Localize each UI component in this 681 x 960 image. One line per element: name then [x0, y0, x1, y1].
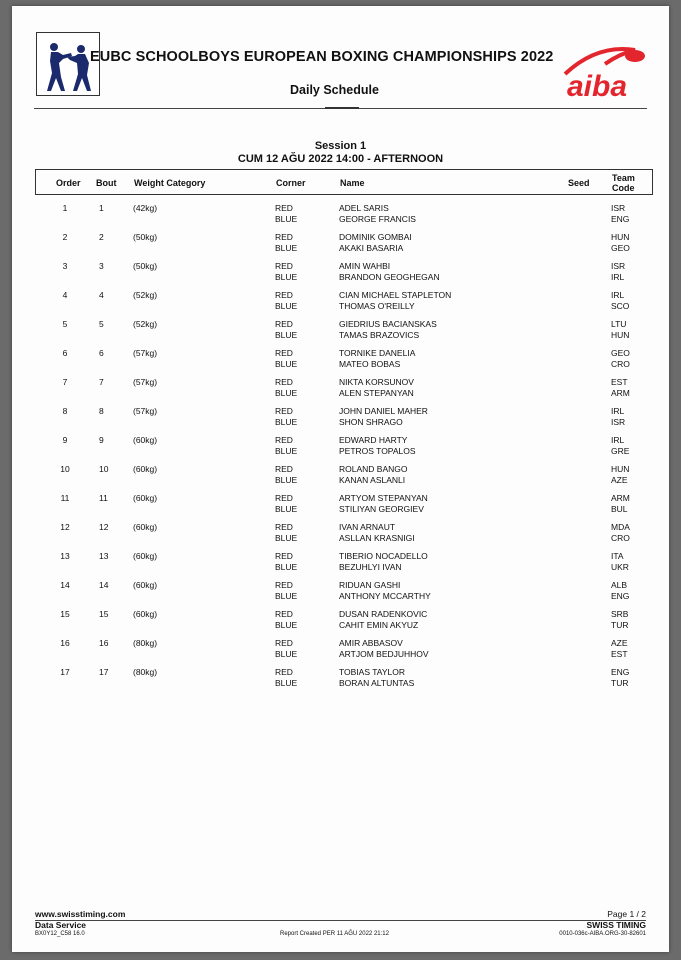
blue-boxer-name: AKAKI BASARIA: [339, 243, 404, 253]
bout: 5: [99, 319, 104, 329]
weight: (80kg): [133, 667, 158, 677]
bout: 2: [99, 232, 104, 242]
footer-page: Page 1 / 2: [607, 909, 646, 919]
order: 9: [62, 435, 68, 445]
blue-boxer-name: BEZUHLYI IVAN: [339, 562, 402, 572]
corner-red: RED: [275, 493, 293, 503]
red-team-code: ITA: [611, 551, 624, 561]
bout-row: [35, 288, 651, 316]
blue-boxer-name: THOMAS O'REILLY: [339, 301, 415, 311]
blue-team-code: EST: [611, 649, 628, 659]
corner-red: RED: [275, 261, 293, 271]
corner-blue: BLUE: [275, 359, 298, 369]
weight: (60kg): [133, 551, 158, 561]
header-accent-divider: [325, 107, 359, 109]
corner-blue: BLUE: [275, 475, 298, 485]
red-team-code: AZE: [611, 638, 628, 648]
blue-team-code: ARM: [611, 388, 630, 398]
bout: 8: [99, 406, 104, 416]
weight: (52kg): [133, 290, 158, 300]
bout-row: [35, 549, 651, 577]
bout: 16: [99, 638, 109, 648]
corner-blue: BLUE: [275, 301, 298, 311]
red-team-code: ARM: [611, 493, 630, 503]
corner-red: RED: [275, 319, 293, 329]
footer-report: Report Created PER 11 AĞU 2022 21:12: [280, 931, 389, 937]
blue-team-code: HUN: [611, 330, 630, 340]
weight: (60kg): [133, 609, 158, 619]
red-team-code: ISR: [611, 261, 626, 271]
weight: (60kg): [133, 522, 158, 532]
blue-team-code: GEO: [611, 243, 630, 253]
weight: (57kg): [133, 348, 158, 358]
corner-blue: BLUE: [275, 272, 298, 282]
blue-team-code: TUR: [611, 678, 629, 688]
red-team-code: SRB: [611, 609, 629, 619]
blue-boxer-name: BORAN ALTUNTAS: [339, 678, 415, 688]
blue-boxer-name: ARTJOM BEDJUHHOV: [339, 649, 429, 659]
bout-row: [35, 462, 651, 490]
red-team-code: ENG: [611, 667, 630, 677]
bout: 17: [99, 667, 109, 677]
bout: 6: [99, 348, 104, 358]
page-title: EUBC SCHOOLBOYS EUROPEAN BOXING CHAMPIONSHIPS 2022: [90, 49, 554, 65]
blue-boxer-name: ANTHONY MCCARTHY: [339, 591, 431, 601]
col-team-line1: Team: [612, 173, 635, 183]
blue-boxer-name: SHON SHRAGO: [339, 417, 403, 427]
blue-team-code: ISR: [611, 417, 626, 427]
red-boxer-name: IVAN ARNAUT: [339, 522, 396, 532]
red-boxer-name: ARTYOM STEPANYAN: [339, 493, 428, 503]
blue-team-code: IRL: [611, 272, 625, 282]
col-bout: Bout: [96, 178, 117, 188]
corner-red: RED: [275, 667, 293, 677]
weight: (42kg): [133, 203, 158, 213]
corner-blue: BLUE: [275, 591, 298, 601]
session-date: CUM 12 AĞU 2022 14:00 - AFTERNOON: [237, 153, 444, 165]
order: 11: [60, 493, 70, 503]
blue-team-code: ENG: [611, 214, 630, 224]
weight: (80kg): [133, 638, 158, 648]
bout-row: [35, 491, 651, 519]
red-boxer-name: EDWARD HARTY: [339, 435, 408, 445]
table-header: [35, 169, 653, 195]
bout-row: [35, 346, 651, 374]
bout: 12: [99, 522, 109, 532]
weight: (57kg): [133, 406, 158, 416]
bout-row: [35, 636, 651, 664]
corner-red: RED: [275, 435, 293, 445]
weight: (60kg): [133, 435, 158, 445]
order: 12: [60, 522, 70, 532]
col-team-line2: Code: [612, 183, 635, 193]
corner-red: RED: [275, 348, 293, 358]
bout: 7: [99, 377, 104, 387]
weight: (60kg): [133, 580, 158, 590]
corner-red: RED: [275, 551, 293, 561]
red-boxer-name: NIKTA KORSUNOV: [339, 377, 414, 387]
weight: (50kg): [133, 261, 158, 271]
blue-team-code: BUL: [611, 504, 628, 514]
red-team-code: MDA: [611, 522, 630, 532]
blue-team-code: GRE: [611, 446, 630, 456]
corner-blue: BLUE: [275, 388, 298, 398]
bout: 3: [99, 261, 104, 271]
weight: (50kg): [133, 232, 158, 242]
bout-row: [35, 404, 651, 432]
red-team-code: LTU: [611, 319, 627, 329]
order: 2: [62, 232, 68, 242]
red-boxer-name: ADEL SARIS: [339, 203, 389, 213]
red-team-code: HUN: [611, 464, 630, 474]
bout-row: [35, 230, 651, 258]
col-name: Name: [340, 178, 365, 188]
bout: 10: [99, 464, 109, 474]
col-weight: Weight Category: [134, 178, 206, 188]
red-boxer-name: AMIN WAHBI: [339, 261, 391, 271]
red-team-code: IRL: [611, 406, 625, 416]
corner-blue: BLUE: [275, 446, 298, 456]
blue-team-code: TUR: [611, 620, 629, 630]
red-boxer-name: TOBIAS TAYLOR: [339, 667, 405, 677]
order: 6: [62, 348, 68, 358]
order: 16: [60, 638, 70, 648]
corner-blue: BLUE: [275, 214, 298, 224]
blue-boxer-name: TAMAS BRAZOVICS: [339, 330, 420, 340]
corner-red: RED: [275, 580, 293, 590]
bout: 15: [99, 609, 109, 619]
blue-boxer-name: ALEN STEPANYAN: [339, 388, 414, 398]
weight: (60kg): [133, 493, 158, 503]
aiba-logo: [557, 44, 652, 106]
bout-row: [35, 520, 651, 548]
blue-boxer-name: CAHIT EMIN AKYUZ: [339, 620, 419, 630]
bout: 9: [99, 435, 104, 445]
bout-row: [35, 259, 651, 287]
corner-red: RED: [275, 406, 293, 416]
footer-data-service: Data Service: [35, 920, 87, 930]
corner-red: RED: [275, 609, 293, 619]
bout-row: [35, 201, 651, 229]
order: 5: [62, 319, 68, 329]
blue-team-code: UKR: [611, 562, 629, 572]
bout: 14: [99, 580, 109, 590]
bout: 4: [99, 290, 104, 300]
order: 17: [60, 667, 70, 677]
bout: 13: [99, 551, 109, 561]
order: 8: [62, 406, 68, 416]
weight: (57kg): [133, 377, 158, 387]
corner-blue: BLUE: [275, 504, 298, 514]
order: 14: [60, 580, 70, 590]
bout-row: [35, 433, 651, 461]
blue-team-code: SCO: [611, 301, 630, 311]
corner-blue: BLUE: [275, 533, 298, 543]
bout-row: [35, 317, 651, 345]
order: 13: [60, 551, 70, 561]
session-title: Session 1: [314, 140, 367, 152]
page-subtitle: Daily Schedule: [290, 83, 379, 97]
red-boxer-name: GIEDRIUS BACIANSKAS: [339, 319, 437, 329]
red-boxer-name: RIDUAN GASHI: [339, 580, 401, 590]
order: 7: [62, 377, 68, 387]
red-team-code: EST: [611, 377, 628, 387]
red-boxer-name: JOHN DANIEL MAHER: [339, 406, 428, 416]
red-boxer-name: AMIR ABBASOV: [339, 638, 403, 648]
red-boxer-name: DUSAN RADENKOVIC: [339, 609, 428, 619]
bout: 1: [99, 203, 104, 213]
red-boxer-name: ROLAND BANGO: [339, 464, 408, 474]
blue-team-code: AZE: [611, 475, 628, 485]
order: 4: [62, 290, 68, 300]
corner-red: RED: [275, 232, 293, 242]
order: 3: [62, 261, 68, 271]
corner-red: RED: [275, 203, 293, 213]
corner-blue: BLUE: [275, 243, 298, 253]
bout-row: [35, 578, 651, 606]
red-team-code: ALB: [611, 580, 628, 590]
blue-team-code: ENG: [611, 591, 630, 601]
corner-blue: BLUE: [275, 417, 298, 427]
corner-blue: BLUE: [275, 678, 298, 688]
blue-boxer-name: PETROS TOPALOS: [339, 446, 416, 456]
blue-boxer-name: MATEO BOBAS: [339, 359, 401, 369]
red-team-code: GEO: [611, 348, 630, 358]
order: 10: [60, 464, 70, 474]
corner-blue: BLUE: [275, 620, 298, 630]
corner-red: RED: [275, 638, 293, 648]
red-team-code: HUN: [611, 232, 630, 242]
blue-boxer-name: KANAN ASLANLI: [339, 475, 406, 485]
corner-red: RED: [275, 522, 293, 532]
corner-red: RED: [275, 290, 293, 300]
red-boxer-name: TIBERIO NOCADELLO: [339, 551, 428, 561]
corner-blue: BLUE: [275, 562, 298, 572]
order: 1: [62, 203, 68, 213]
corner-red: RED: [275, 377, 293, 387]
corner-blue: BLUE: [275, 330, 298, 340]
blue-boxer-name: GEORGE FRANCIS: [339, 214, 416, 224]
blue-team-code: CRO: [611, 533, 630, 543]
footer-code: BX0Y12_C58 16.0: [35, 931, 85, 937]
bout: 11: [99, 493, 108, 503]
corner-red: RED: [275, 464, 293, 474]
weight: (52kg): [133, 319, 158, 329]
red-team-code: IRL: [611, 435, 625, 445]
col-corner: Corner: [276, 178, 306, 188]
weight: (60kg): [133, 464, 158, 474]
red-boxer-name: CIAN MICHAEL STAPLETON: [339, 290, 452, 300]
bout-row: [35, 607, 651, 635]
svg-text:aiba: aiba: [567, 70, 628, 103]
order: 15: [60, 609, 70, 619]
red-team-code: IRL: [611, 290, 625, 300]
footer-ref: 0010-036c-AIBA.ORG-30-82601: [559, 931, 646, 937]
blue-boxer-name: ASLLAN KRASNIGI: [339, 533, 415, 543]
red-boxer-name: DOMINIK GOMBAI: [339, 232, 412, 242]
footer-brand: SWISS TIMING: [586, 920, 646, 930]
col-order: Order: [56, 178, 81, 188]
footer-divider: [35, 920, 646, 921]
corner-blue: BLUE: [275, 649, 298, 659]
blue-team-code: CRO: [611, 359, 630, 369]
blue-boxer-name: BRANDON GEOGHEGAN: [339, 272, 440, 282]
red-boxer-name: TORNIKE DANELIA: [339, 348, 416, 358]
schedule-sheet: [12, 6, 669, 952]
red-team-code: ISR: [611, 203, 626, 213]
footer-website[interactable]: www.swisstiming.com: [35, 909, 126, 919]
bout-row: [35, 375, 651, 403]
col-team-code: [612, 173, 635, 193]
col-seed: Seed: [568, 178, 590, 188]
bout-row: [35, 665, 651, 693]
blue-boxer-name: STILIYAN GEORGIEV: [339, 504, 424, 514]
